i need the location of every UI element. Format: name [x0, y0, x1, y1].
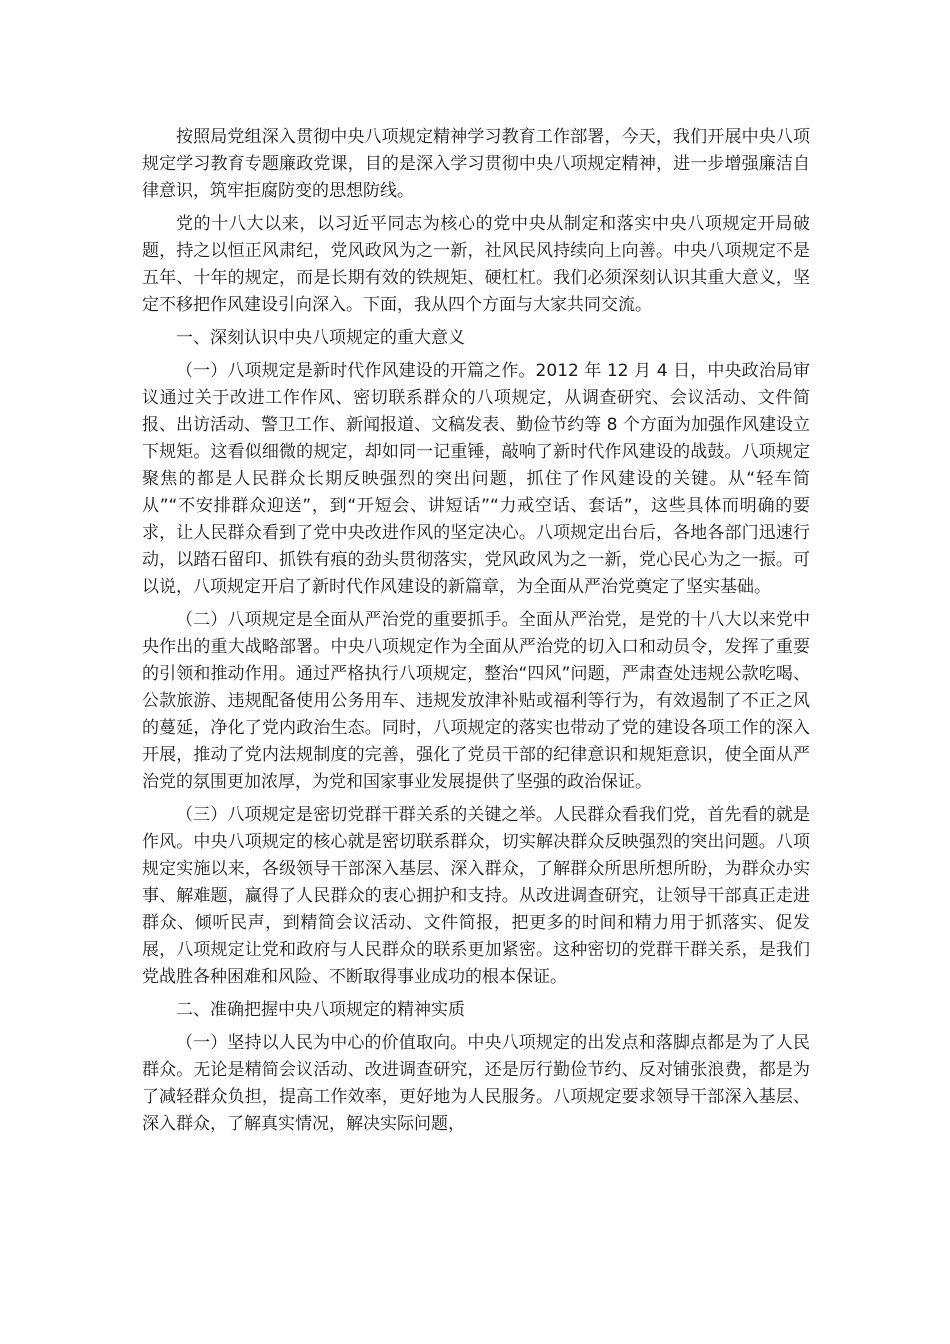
section-heading-2: 二、准确把握中央八项规定的精神实质	[176, 1000, 465, 1020]
section-heading-1: 一、深刻认识中央八项规定的重大意义	[176, 328, 465, 348]
background-paragraph: 党的十八大以来，以习近平同志为核心的党中央从制定和落实中央八项规定开局破题，持之以恒正风肃纪，党风政风为之一新，社风民风持续向上向善。中央八项规定不是五年、十年的规定，而是长期有效的铁规矩、硬杠杠。我们必须深刻认识其重大意义，坚定不移把作风建设引向深入。下面，我从四个方面与大家共同交流。	[142, 214, 810, 315]
intro-paragraph: 按照局党组深入贯彻中央八项规定精神学习教育工作部署，今天，我们开展中央八项规定学习教育专题廉政党课，目的是深入学习贯彻中央八项规定精神，进一步增强廉洁自律意识，筑牢拒腐防变的思想防线。	[142, 127, 810, 201]
section-1-point-1: （一）八项规定是新时代作风建设的开篇之作。2012 年 12 月 4 日，中央政治局审议通过关于改进工作作风、密切联系群众的八项规定，从调查研究、会议活动、文件简报、出访活动、警卫工作、新闻报道、文稿发表、勤俭节约等 8 个方面为加强作风建设立下规矩。这看似细微的规定，却如同一记重锤，敲响了新时代作风建设的战鼓。八项规定聚焦的都是人民群众长期反映强烈的突出问题，抓住了作风建设的关键。从“轻车简从”“不安排群众迎送”，到“开短会、讲短话”“力戒空话、套话”，这些具体而明确的要求，让人民群众看到了党中央改进作风的坚定决心。八项规定出台后，各地各部门迅速行动，以踏石留印、抓铁有痕的劲头贯彻落实，党风政风为之一新，党心民心为之一振。可以说，八项规定开启了新时代作风建设的新篇章，为全面从严治党奠定了坚实基础。	[142, 361, 810, 597]
document-page	[142, 124, 810, 1144]
section-2-point-1: （一）坚持以人民为中心的价值取向。中央八项规定的出发点和落脚点都是为了人民群众。无论是精简会议活动、改进调查研究，还是厉行勤俭节约、反对铺张浪费，都是为了减轻群众负担，提高工作效率，更好地为人民服务。八项规定要求领导干部深入基层、深入群众，了解真实情况，解决实际问题，	[142, 1033, 810, 1134]
section-1-point-3: （三）八项规定是密切党群干群关系的关键之举。人民群众看我们党，首先看的就是作风。中央八项规定的核心就是密切联系群众，切实解决群众反映强烈的突出问题。八项规定实施以来，各级领导干部深入基层、深入群众，了解群众所思所想所盼，为群众办实事、解难题，赢得了人民群众的衷心拥护和支持。从改进调查研究，让领导干部真正走进群众、倾听民声，到精简会议活动、文件简报，把更多的时间和精力用于抓落实、促发展，八项规定让党和政府与人民群众的联系更加紧密。这种密切的党群干群关系，是我们党战胜各种困难和风险、不断取得事业成功的根本保证。	[142, 805, 810, 987]
section-1-point-2: （二）八项规定是全面从严治党的重要抓手。全面从严治党，是党的十八大以来党中央作出的重大战略部署。中央八项规定作为全面从严治党的切入口和动员令，发挥了重要的引领和推动作用。通过严格执行八项规定，整治“四风”问题，严肃查处违规公款吃喝、公款旅游、违规配备使用公务用车、违规发放津补贴或福利等行为，有效遏制了不正之风的蔓延，净化了党内政治生态。同时，八项规定的落实也带动了党的建设各项工作的深入开展，推动了党内法规制度的完善，强化了党员干部的纪律意识和规矩意识，使全面从严治党的氛围更加浓厚，为党和国家事业发展提供了坚强的政治保证。	[142, 610, 810, 792]
